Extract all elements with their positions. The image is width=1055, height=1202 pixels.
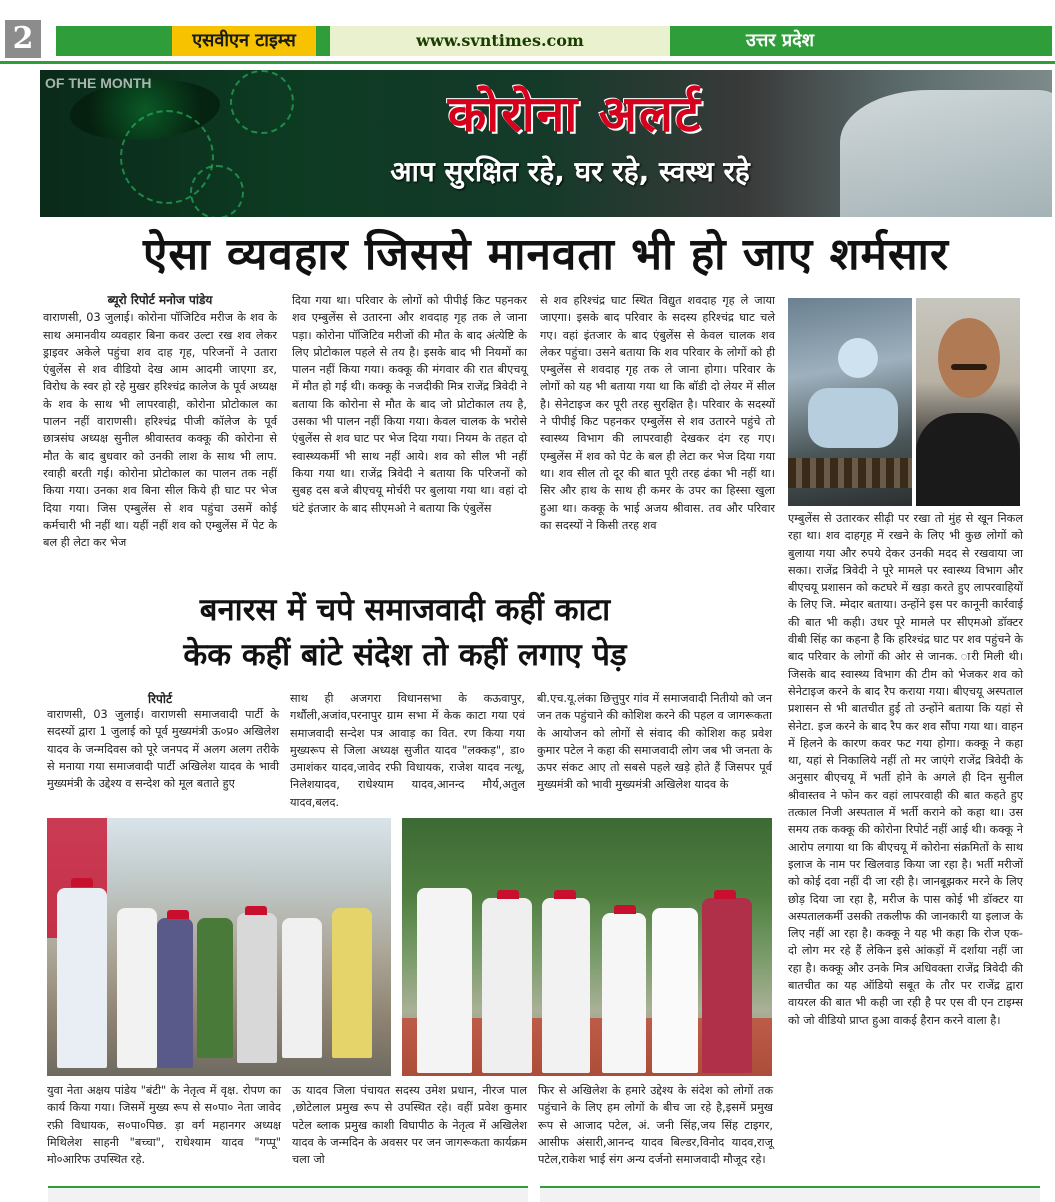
- article-2-column-3: बी.एच.यू.लंका छित्तुपुर गांव में समाजवादी नितीयो को जन जन तक पहुंचाने की कोशिश करने की पहल व जागरूकता के आयोजन को लोगों से संवाद की कोशिश कह प्रवेश कुमार पटेल ने कहा की समाजवादी लोग जब भी जनता के ऊपर संकट आए तो सबसे पहले खड़े होते हैं जिसपर पूर्व मुख्यमंत्री को भावी मुख्यमंत्री अखिलेश यादव के: [537, 692, 772, 792]
- banner-subtitle: आप सुरक्षित रहे, घर रहे, स्वस्थ रहे: [390, 155, 750, 188]
- ladder: [788, 458, 912, 488]
- person: [602, 913, 646, 1073]
- banner-overlay-text: OF THE MONTH: [45, 75, 152, 91]
- article-text: वाराणसी, 03 जुलाई। कोरोना पॉजिटिव मरीज के शव के साथ अमानवीय व्यवहार बिना कवर उल्टा रख शव लेकर ड्राइवर अकेले पहुंचा शव दाह गृह, परिजनों ने उतारा एंबुलेंस से शव वीडियो देख आम आदमी जाएगा डर, विरोध के स्वर हो रहे मुखर हरिश्चंद्र कालेज के पूर्व अध्यक्ष के शव के साथ भी लापरवाही, कोरोना प्रोटोकाल का पालन नहीं वाराणसी। हरिश्चंद्र पीजी कॉलेज के पूर्व छात्रसंघ अध्यक्ष सुनील श्रीवास्तव कक्कू की कोरोना से मौत के बाद बुधवार को उनकी लाश के साथ भी लाप. रवाही बरती गई। कोरोना प्रोटोकाल का पालन तक नहीं किया गया। उनका शव बिना सील किये ही घाट पर भेज दिया गया। जिस एम्बुलेंस से शव पहुंचा उसमें कोई कर्मचारी भी नहीं था। यहीं नहीं शव को एम्बुलेंस में पेट के बल ही लेटा कर भेज: [43, 311, 277, 550]
- red-cap: [167, 910, 189, 919]
- state-label: उत्तर प्रदेश: [746, 30, 814, 51]
- ppe-figure: [808, 388, 898, 448]
- corona-alert-banner: [40, 70, 1052, 217]
- article-2-column-2: साथ ही अजगरा विधानसभा के कऊवापुर, गर्थौली,अजांव,परनापुर ग्राम सभा में केक काटा गया एवं समाजवादी सन्देश पत्र आवाड़ का वित. रण किया गया मुख्यरूप से जिला अध्यक्ष सुजीत यादव "लक्कड़", डा० उमाशंकर यादव,जावेद रफी विधायक, राजेश यादव नत्थू, निलेशयादव, राधेश्याम यादव,आनन्द मौर्य,अतुल यादव,बलद.: [290, 692, 525, 809]
- red-cap: [554, 890, 576, 899]
- red-cap: [71, 878, 93, 887]
- person: [157, 918, 193, 1068]
- headline-2-line-1: बनारस में चपे समाजवादी कहीं काटा: [199, 592, 611, 628]
- header-rule: [0, 61, 1055, 64]
- paper-name: एसवीएन टाइम्स: [172, 26, 316, 56]
- headline-2: [40, 588, 770, 678]
- person: [237, 913, 277, 1063]
- person: [482, 898, 532, 1073]
- byline: रिपोर्ट: [148, 692, 172, 706]
- virus-icon: [230, 70, 294, 134]
- person: [332, 908, 372, 1058]
- ppe-figure: [838, 338, 878, 378]
- website-url[interactable]: www.svntimes.com: [330, 26, 670, 56]
- ppe-workers-photo: [788, 298, 912, 506]
- portrait-photo: [916, 298, 1020, 506]
- face-mask-graphic: [840, 90, 1052, 217]
- red-cap: [614, 905, 636, 914]
- article-1-column-3: से शव हरिश्चंद्र घाट स्थित विद्युत शवदाह गृह ले जाया जाएगा। इसके बाद परिवार के सदस्य हरिश्चंद्र घाट चले गए। वहां इंतजार के बाद एंबुलेंस से केवल चालक शव लेकर पहुंचा। उसने बताया कि शव परिवार के लोगों को ही एम्बुलेंस से शवदाह गृह तक ले जाना होगा। परिवार के लोगों को यह भी बताया गया था कि बॉडी दो लेयर में सील है। सेनेटाइज कर पूरी तरह सुरक्षित है। परिवार के सदस्यों ने पीपीई किट पहनकर एम्बुलेंस से शव उतारने पहुंचे तो स्वास्थ्य विभाग की लापरवाही देखकर दंग रह गए। एम्बुलेंस में शव को पेट के बल ही लेटा कर भेज दिया गया था। शव सील तो दूर की बात पूरी तरह ढंका भी नहीं था। सिर और हाथ के साथ ही कमर के उपर का हिस्सा खुला हुआ था। कक्कू के भाई अजय श्रीवास. तव और परिवार का सदस्यों ने किसी तरह शव: [540, 294, 775, 532]
- banner-title: कोरोना अलर्ट: [447, 85, 703, 143]
- red-cap: [497, 890, 519, 899]
- portrait-body: [916, 413, 1020, 506]
- cake-cutting-photo: [402, 818, 772, 1076]
- article-1-column-2: दिया गया था। परिवार के लोगों को पीपीई किट पहनकर शव एम्बुलेंस से उतारना और शवदाह गृह तक ले जाना पड़ा। कोरोना पॉजिटिव मरीजों की मौत के बाद अंत्येष्टि के लिए प्रोटोकाल पहले से तय है। इसके बाद भी नियमों का पालन नहीं किया गया। कक्कू की मंगवार की रात बीएचयू में मौत हो गई थी। कक्कू के नजदीकी मित्र राजेंद्र त्रिवेदी ने बताया कि कोरोना से मौत के बाद जो प्रोटोकाल तय है, उसका भी पालन नहीं किया गया। केवल चालक के भरोसे एंबुलेंस से शव घाट पर भेज दिया गया। नियम के तहत दो स्वास्थ्यकर्मी भी साथ नहीं आये। शव को सील भी नहीं किया गया था। राजेंद्र त्रिवेदी ने बताया कि परिजनों को सुबह दस बजे बीएचयू मोर्चरी पर बुलाया गया था। वहां दो घंटे इंतजार के बाद सीएमओ ने बताया कि एंबुलेंस: [292, 294, 527, 515]
- article-2-bottom-3: फिर से अखिलेश के हमारे उद्देश्य के संदेश को लोगों तक पहुंचाने के लिए हम लोगों के बीच जा रहे है,इसमें प्रमुख रूप से आजाद पटेल, अं. जनी सिंह,जय सिंह टाइगर, आसीफ अंसारी,आनन्द यादव बिल्डर,विनोद यादव,राजू पटेल,राकेश भाई संग अन्य दर्जनो समाजवादी मौजूद रहे।: [538, 1084, 773, 1167]
- mustache: [951, 364, 987, 370]
- article-2-bottom-1: युवा नेता अक्षय पांडेय "बंटी" के नेतृत्व में वृक्ष. रोपण का कार्य किया गया। जिसमें मुख्य रूप से स०पा० नेता जावेद रफ़ी विधायक, स०पा०पिछ. ड़ा वर्ग महानगर अध्यक्ष मिथिलेश साहनी "बच्चा", राधेश्याम यादव "गप्पू" मो०आरिफ उपस्थित रहे.: [47, 1084, 281, 1167]
- person: [652, 908, 698, 1073]
- byline: ब्यूरो रिपोर्ट मनोज पांडेय: [107, 293, 213, 307]
- article-2-bottom-2: ऊ यादव जिला पंचायत सदस्य उमेश प्रधान, नीरज पाल ,छोटेलाल प्रमुख रूप से उपस्थित रहे। वहीं प्रवेश कुमार पटेल ब्लाक प्रमुख काशी विघापीठ के नेतृत्व में अखिलेश यादव के जन्मदिन के अवसर पर जन जागरूकता कार्यक्रम चला जो: [292, 1084, 527, 1167]
- person: [282, 918, 322, 1058]
- masthead: [0, 0, 1055, 62]
- headline-2-line-2: केक कहीं बांटे संदेश तो कहीं लगाए पेड़: [183, 637, 627, 673]
- footer-strip: [40, 1186, 1052, 1200]
- person: [702, 898, 752, 1073]
- virus-icon: [190, 165, 244, 217]
- portrait-face: [938, 318, 1000, 398]
- person: [542, 898, 590, 1073]
- article-2-column-1: वाराणसी, 03 जुलाई। वाराणसी समाजवादी पार्टी के सदस्यों द्वारा 1 जुलाई को पूर्व मुख्यमंत्री ऊ०प्र० अखिलेश यादव के जन्मदिवस को पूरे जनपद में अलग अलग तरीके से मनाया गया समाजवादी पार्टी अखिलेश यादव के भावी मुख्यमंत्री के उद्देश्य व सन्देश को मूल बताते हुए: [47, 708, 279, 791]
- person: [417, 888, 472, 1073]
- headline-1: ऐसा व्यवहार जिससे मानवता भी हो जाए शर्मसार: [143, 229, 949, 280]
- article-1-column-1: [43, 292, 277, 551]
- person: [57, 888, 107, 1068]
- article-1-column-4: एम्बुलेंस से उतारकर सीढ़ी पर रखा तो मुंह से खून निकल रहा था। शव दाहगृह में रखने के लिए भी कुछ लोगों को बुलाया गया और रुपये देकर उनकी मदद से रखवाया जा सका। राजेंद्र त्रिवेदी ने पूरे मामले पर स्वास्थ्य विभाग और बीएचयू प्रशासन को कटघरे में खड़ा करते हुए लापरवाहियों के लिए जि. म्मेदार बताया। उन्होंने इस पर कानूनी कार्रवाई की बात भी कही। उधर पूरे मामले पर सीएमओ डॉक्टर वीबी सिंह का कहना है कि हरिश्चंद्र घाट पर शव पहुंचने के बाद परिवार के लोगों की ओर से जानक. ारी मिली थी। जिसके बाद स्वास्थ्य विभाग की टीम को भेजकर शव को सेनेटाइज करने के बाद रैप कराया गया। बीएचयू अस्पताल प्रशासन से भी बातचीत हुई तो उन्होंने बताया कि यहां से सेनेटा. इज करने के बाद रैप कर शव सौंपा गया था। वाहन में हिलने के कारण कवर फट गया होगा। कक्कू ने कहा था, यहां से निकालिये नहीं तो मर जाएंगे राजेंद्र त्रिवेदी के अनुसार बीएचयू में भर्ती होने के अगले ही दिन सुनील श्रीवास्तव ने फोन कर वहां लापरवाही की बात कहते हुए तत्काल निजी अस्पताल में भर्ती कराने को कहा था। उस समय तक कक्कू की कोरोना रिपोर्ट नहीं आई थी। कक्कू ने आरोप लगाया था कि बीएचयू में कोरोना संक्रमितों के साथ इलाज के नाम पर खिलवाड़ किया जा रहा है। भर्ती मरीजों को कोई दवा नहीं दी जा रही है। जानबूझकर मरने के लिए छोड़ दिया जा रहा है, मरीज के पास कोई भी डॉक्टर या अस्पतालकर्मी उसकी तकलीफ की जानकारी या इलाज के लिए नहीं आ रहा है। कक्कू ने यह भी कहा कि रोज एक-दो लोग मर रहे हैं लेकिन इसे आंकड़ों में दर्शाया नहीं जा रहा है। कक्कू और उनके मित्र अधिवक्ता राजेंद्र त्रिवेदी की बातचीत का यह ऑडियो सबूत के तौर पर राजेंद्र द्वारा वायरल की बात भी कही जा रही है पर एस वी एन टाइम्स को जो वीडियो प्राप्त हुआ वाकई हैरान करने वाला है।: [788, 512, 1023, 1027]
- person: [117, 908, 157, 1068]
- red-cap: [714, 890, 736, 899]
- tree-plantation-photo: [47, 818, 391, 1076]
- page-number: 2: [5, 20, 41, 58]
- person: [197, 918, 233, 1058]
- red-cap: [245, 906, 267, 915]
